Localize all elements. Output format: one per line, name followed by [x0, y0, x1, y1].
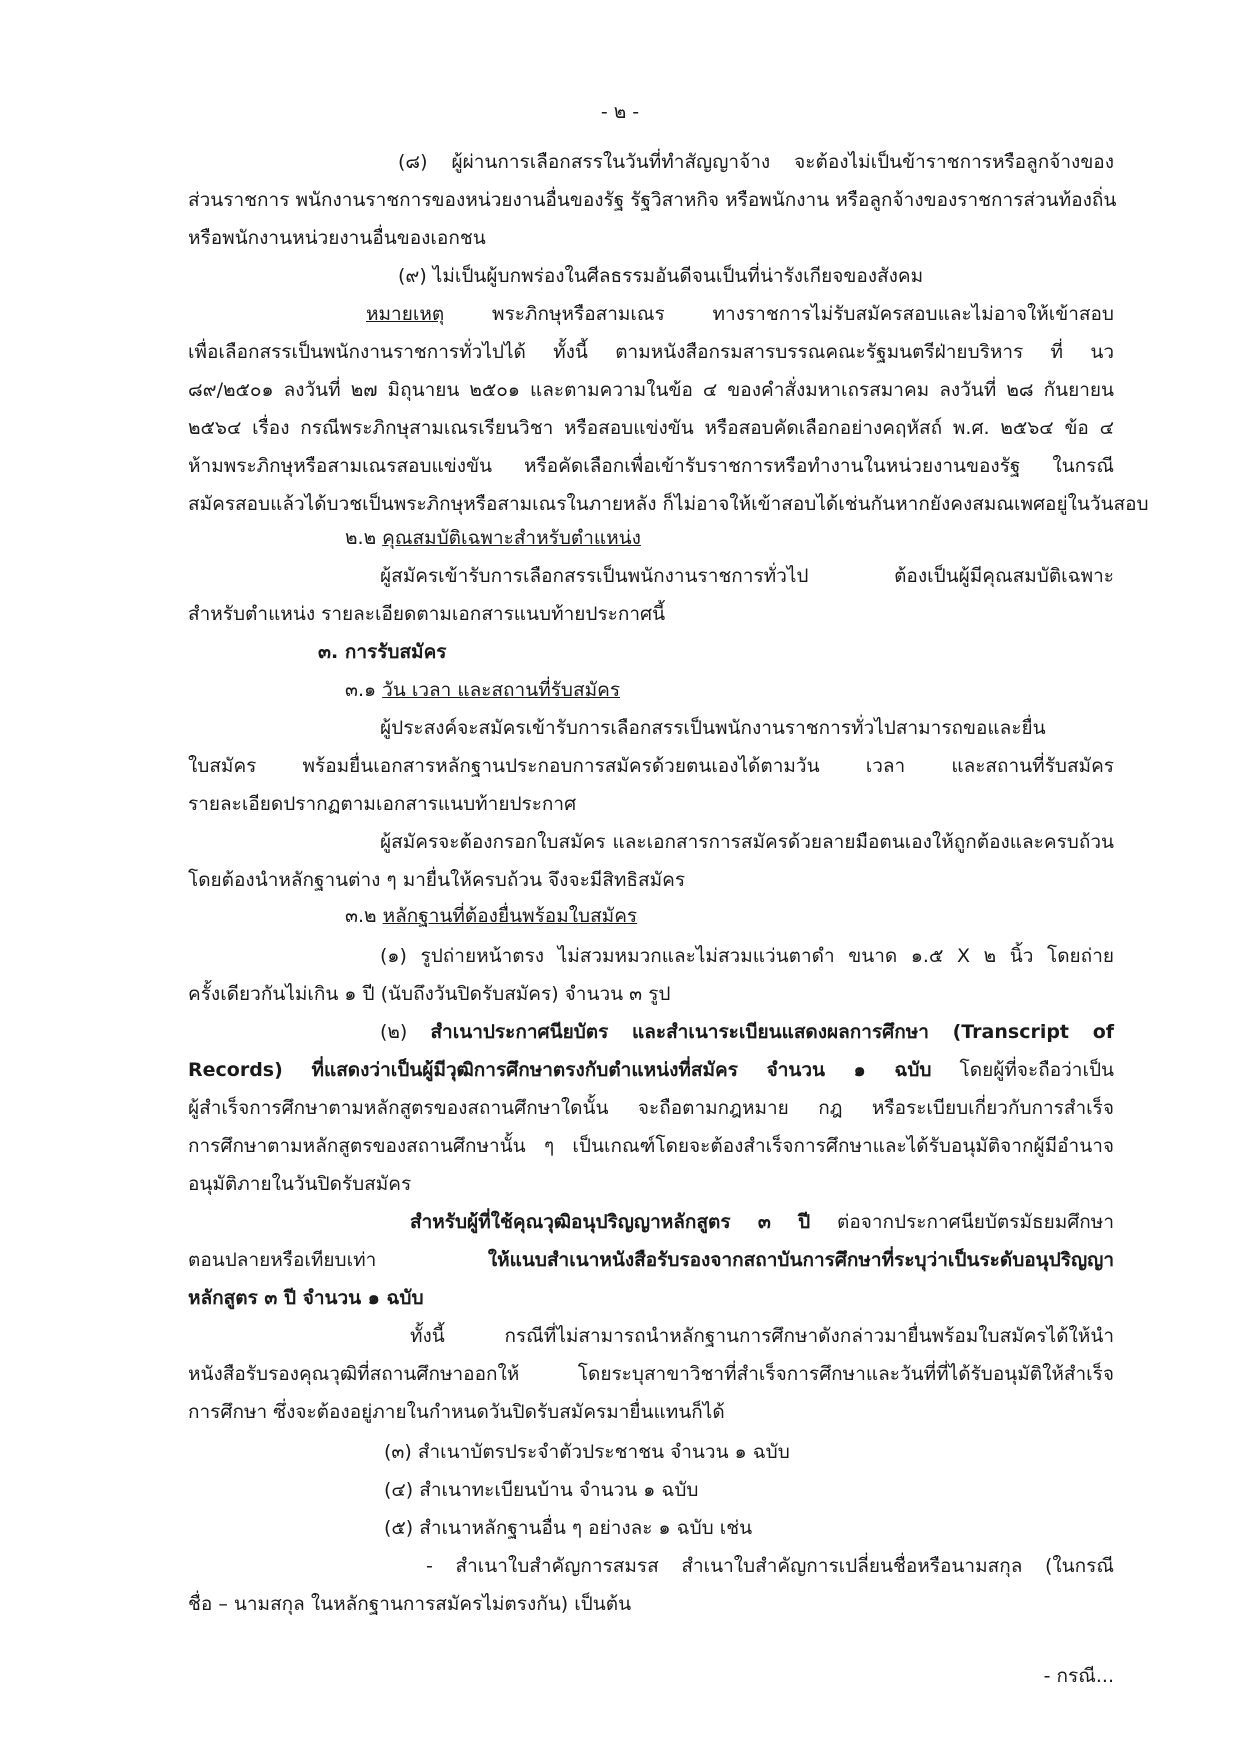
paragraph-line: (๘) ผู้ผ่านการเลือกสรรในวันที่ทำสัญญาจ้าง จะต้องไม่เป็นข้าราชการหรือลูกจ้างของ — [398, 151, 1114, 173]
paragraph-line: หนังสือรับรองคุณวุฒิที่สถานศึกษาออกให้ โดยระบุสาขาวิชาที่สำเร็จการศึกษาและวันที่ที่ได้รับอนุมัติให้สำเร็จ — [188, 1363, 1114, 1385]
section-heading-3: ๓. การรับสมัคร — [318, 641, 447, 663]
section-heading-text: วัน เวลา และสถานที่รับสมัคร — [382, 679, 621, 701]
bold-text: ให้แนบสำเนาหนังสือรับรองจากสถาบันการศึกษาที่ระบุว่าเป็นระดับอนุปริญญา — [487, 1249, 1114, 1271]
note-text: พระภิกษุหรือสามเณร ทางราชการไม่รับสมัครสอบและไม่อาจให้เข้าสอบ — [444, 303, 1114, 325]
list-item: (๕) สำเนาหลักฐานอื่น ๆ อย่างละ ๑ ฉบับ เช่น — [384, 1517, 753, 1539]
paragraph-line: หลักสูตร ๓ ปี จำนวน ๑ ฉบับ — [188, 1287, 424, 1309]
list-item: (๔) สำเนาทะเบียนบ้าน จำนวน ๑ ฉบับ — [384, 1479, 699, 1501]
paragraph-line: ผู้ประสงค์จะสมัครเข้ารับการเลือกสรรเป็นพนักงานราชการทั่วไปสามารถขอและยื่น — [380, 717, 1046, 739]
paragraph-line: ทั้งนี้ กรณีที่ไม่สามารถนำหลักฐานการศึกษาดังกล่าวมายื่นพร้อมใบสมัครได้ให้นำ — [410, 1325, 1114, 1347]
note-line — [366, 298, 1114, 330]
paragraph-line: สมัครสอบแล้วได้บวชเป็นพระภิกษุหรือสามเณรในภายหลัง ก็ไม่อาจให้เข้าสอบได้เช่นกันหากยังคงสมณเพศอยู่ในวันสอบ — [188, 493, 1149, 515]
note-label: หมายเหตุ — [366, 303, 445, 325]
paragraph-line: ผู้สมัครจะต้องกรอกใบสมัคร และเอกสารการสมัครด้วยลายมือตนเองให้ถูกต้องและครบถ้วน — [380, 831, 1114, 853]
paragraph-line: ห้ามพระภิกษุหรือสามเณรสอบแข่งขัน หรือคัดเลือกเพื่อเข้ารับราชการหรือทำงานในหน่วยงานของรัฐ ในกรณี — [188, 455, 1114, 477]
paragraph-line: อนุมัติภายในวันปิดรับสมัคร — [188, 1173, 412, 1195]
paragraph-line: สำหรับผู้ที่ใช้คุณวุฒิอนุปริญญาหลักสูตร ๓ ปี ต่อจากประกาศนียบัตรมัธยมศึกษา — [410, 1211, 1115, 1233]
paragraph-line: Records) ที่แสดงว่าเป็นผู้มีวุฒิการศึกษาตรงกับตำแหน่งที่สมัคร จำนวน ๑ ฉบับ โดยผู้ที่จะถือว่าเป็น — [188, 1059, 1114, 1081]
continuation-marker: - กรณี... — [1043, 1665, 1114, 1687]
section-heading-text: คุณสมบัติเฉพาะสำหรับตำแหน่ง — [382, 527, 641, 549]
paragraph-line: (๒) สำเนาประกาศนียบัตร และสำเนาระเบียนแสดงผลการศึกษา (Transcript of — [380, 1021, 1115, 1043]
paragraph-line: หรือพนักงานหน่วยงานอื่นของเอกชน — [188, 227, 486, 249]
paragraph-line: ๒๕๖๔ เรื่อง กรณีพระภิกษุสามเณรเรียนวิชา หรือสอบแข่งขัน หรือสอบคัดเลือกอย่างคฤหัสถ์ พ.ศ. ๒๕๖๔ ข้อ ๔ — [188, 417, 1114, 439]
bold-text: สำหรับผู้ที่ใช้คุณวุฒิอนุปริญญาหลักสูตร ๓ ปี — [410, 1211, 811, 1233]
page-number: - ๒ - — [600, 101, 640, 123]
section-heading-3-1: ๓.๑ วัน เวลา และสถานที่รับสมัคร — [345, 679, 621, 701]
bold-text: Records) ที่แสดงว่าเป็นผู้มีวุฒิการศึกษาตรงกับตำแหน่งที่สมัคร จำนวน ๑ ฉบับ — [188, 1059, 932, 1081]
paragraph-line: โดยต้องนำหลักฐานต่าง ๆ มายื่นให้ครบถ้วน จึงจะมีสิทธิสมัคร — [188, 869, 686, 891]
section-heading-text: หลักฐานที่ต้องยื่นพร้อมใบสมัคร — [382, 905, 638, 927]
paragraph-line: รายละเอียดปรากฏตามเอกสารแนบท้ายประกาศ — [188, 793, 577, 815]
paragraph-line: - สำเนาใบสำคัญการสมรส สำเนาใบสำคัญการเปลี่ยนชื่อหรือนามสกุล (ในกรณี — [426, 1555, 1114, 1577]
paragraph-line: (๙) ไม่เป็นผู้บกพร่องในศีลธรรมอันดีจนเป็นที่น่ารังเกียจของสังคม — [398, 265, 924, 287]
section-heading-2-2: ๒.๒ คุณสมบัติเฉพาะสำหรับตำแหน่ง — [345, 527, 641, 549]
paragraph-line: การศึกษาตามหลักสูตรของสถานศึกษานั้น ๆ เป็นเกณฑ์โดยจะต้องสำเร็จการศึกษาและได้รับอนุมัติจากผู้มีอำนาจ — [188, 1135, 1114, 1157]
paragraph-line: ตอนปลายหรือเทียบเท่า ให้แนบสำเนาหนังสือรับรองจากสถาบันการศึกษาที่ระบุว่าเป็นระดับอนุปริญญา — [188, 1249, 1114, 1271]
section-heading-3-2: ๓.๒ หลักฐานที่ต้องยื่นพร้อมใบสมัคร — [345, 905, 638, 927]
paragraph-line: (๑) รูปถ่ายหน้าตรง ไม่สวมหมวกและไม่สวมแว่นตาดำ ขนาด ๑.๕ X ๒ นิ้ว โดยถ่าย — [380, 945, 1114, 967]
paragraph-line: เพื่อเลือกสรรเป็นพนักงานราชการทั่วไปได้ ทั้งนี้ ตามหนังสือกรมสารบรรณคณะรัฐมนตรีฝ่ายบริหาร ที่ นว — [188, 341, 1114, 363]
paragraph-line: สำหรับตำแหน่ง รายละเอียดตามเอกสารแนบท้ายประกาศนี้ — [188, 603, 666, 625]
paragraph-line: ผู้สมัครเข้ารับการเลือกสรรเป็นพนักงานราชการทั่วไป ต้องเป็นผู้มีคุณสมบัติเฉพาะ — [380, 565, 1114, 587]
paragraph-line: ใบสมัคร พร้อมยื่นเอกสารหลักฐานประกอบการสมัครด้วยตนเองได้ตามวัน เวลา และสถานที่รับสมัคร — [188, 755, 1114, 777]
paragraph-line: การศึกษา ซึ่งจะต้องอยู่ภายในกำหนดวันปิดรับสมัครมายื่นแทนก็ได้ — [188, 1401, 725, 1423]
paragraph-line: ผู้สำเร็จการศึกษาตามหลักสูตรของสถานศึกษาใดนั้น จะถือตามกฎหมาย กฎ หรือระเบียบเกี่ยวกับการสำเร็จ — [188, 1097, 1114, 1119]
paragraph-line: ๘๙/๒๕๐๑ ลงวันที่ ๒๗ มิถุนายน ๒๕๐๑ และตามความในข้อ ๔ ของคำสั่งมหาเถรสมาคม ลงวันที่ ๒๘ กันยายน — [188, 379, 1114, 401]
bold-text: สำเนาประกาศนียบัตร และสำเนาระเบียนแสดงผลการศึกษา (Transcript of — [430, 1021, 1115, 1043]
paragraph-line: ส่วนราชการ พนักงานราชการของหน่วยงานอื่นของรัฐ รัฐวิสาหกิจ หรือพนักงาน หรือลูกจ้างของราชการส่วนท้องถิ่น — [188, 189, 1117, 211]
paragraph-line: ชื่อ – นามสกุล ในหลักฐานการสมัครไม่ตรงกัน) เป็นต้น — [188, 1593, 632, 1615]
paragraph-line: ครั้งเดียวกันไม่เกิน ๑ ปี (นับถึงวันปิดรับสมัคร) จำนวน ๓ รูป — [188, 983, 671, 1005]
list-item: (๓) สำเนาบัตรประจำตัวประชาชน จำนวน ๑ ฉบับ — [384, 1441, 790, 1463]
